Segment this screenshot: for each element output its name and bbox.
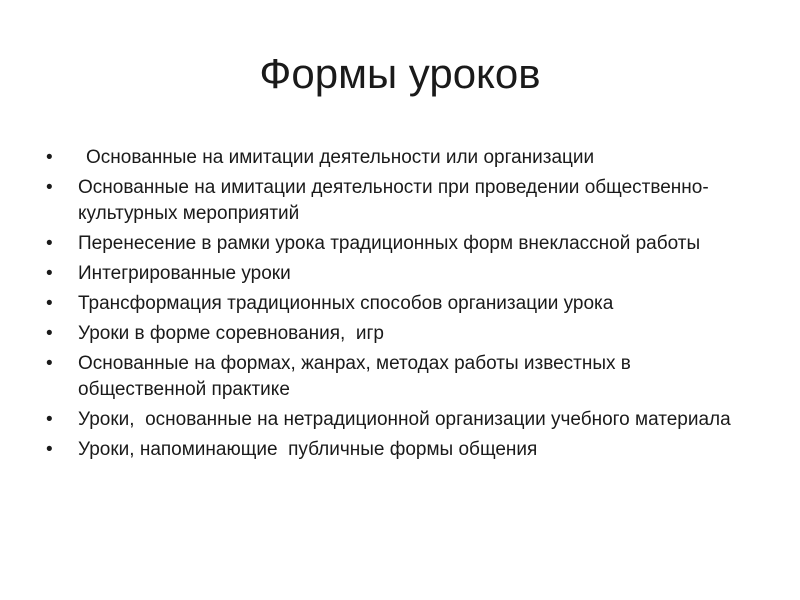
list-item	[46, 351, 746, 403]
bullet-text: Трансформация традиционных способов организации урока	[78, 293, 614, 314]
bullet-text: Уроки, основанные на нетрадиционной организации учебного материала	[78, 409, 731, 430]
list-item	[46, 175, 746, 227]
list-item	[46, 321, 746, 347]
bullet-text: Основанные на имитации деятельности или организации	[86, 147, 595, 168]
bullet-text: Уроки в форме соревнования, игр	[78, 323, 384, 344]
bullet-text: Интегрированные уроки	[78, 263, 291, 284]
list-item	[46, 261, 746, 287]
list-item	[46, 145, 746, 171]
bullet-text: Основанные на имитации деятельности при проведении общественно-культурных мероприятий	[78, 177, 709, 224]
list-item	[46, 407, 746, 433]
bullet-text: Основанные на формах, жанрах, методах работы известных в общественной практике	[78, 353, 637, 400]
bullet-text: Уроки, напоминающие публичные формы общения	[78, 439, 538, 460]
list-item	[46, 437, 746, 463]
bullet-text: Перенесение в рамки урока традиционных форм внеклассной работы	[78, 233, 701, 254]
slide-title: Формы уроков	[259, 50, 541, 97]
list-item	[46, 291, 746, 317]
list-item	[46, 231, 746, 257]
bullet-list	[46, 145, 746, 467]
